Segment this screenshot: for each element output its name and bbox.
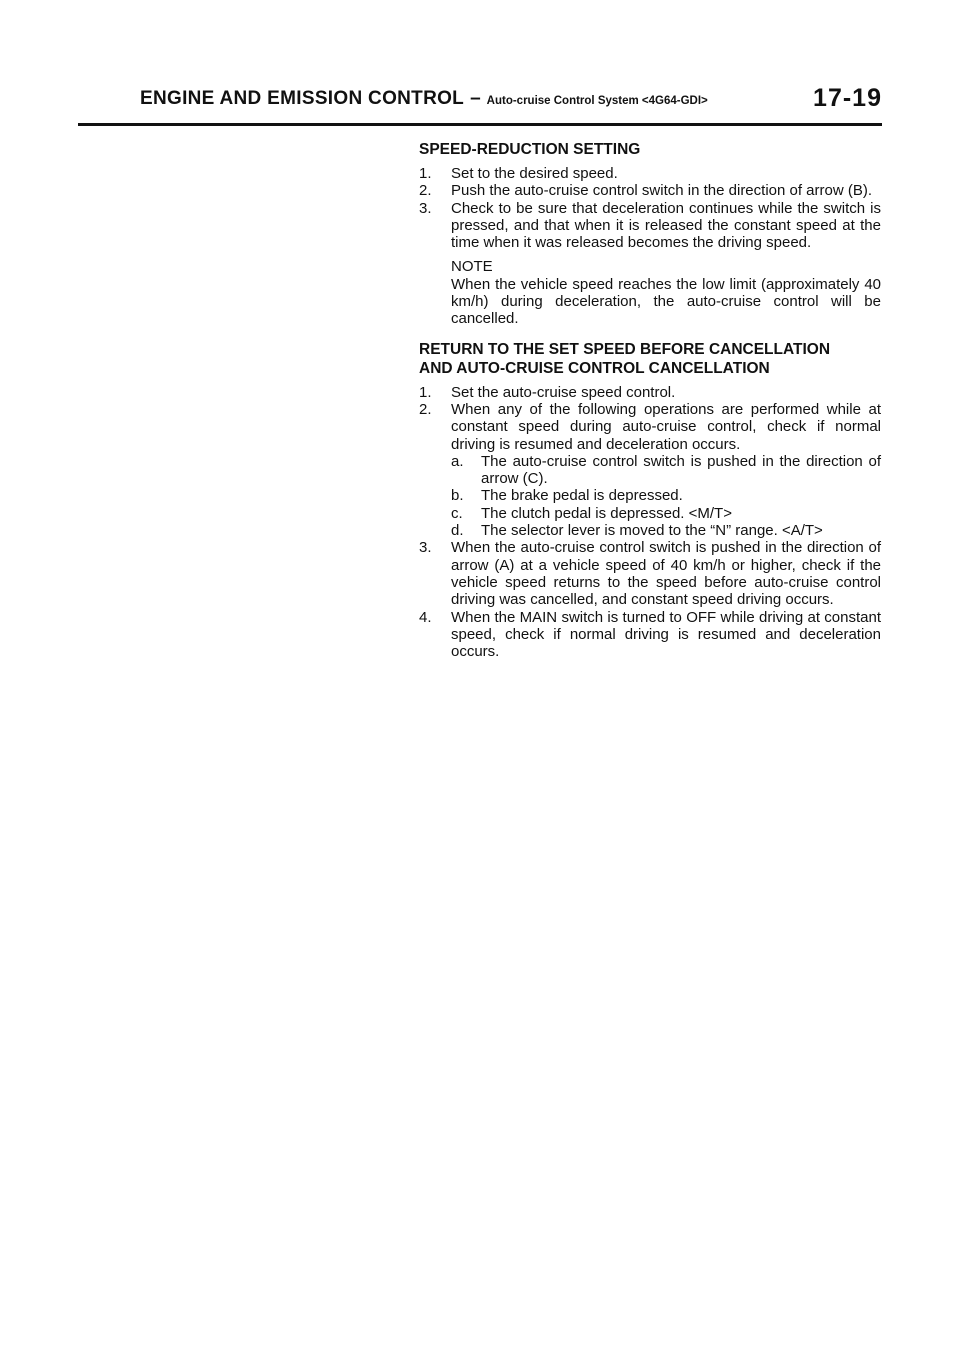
step-text: Check to be sure that deceleration continues while the switch is pressed, and that when it is released the constant speed at the time when it was released becomes the driving speed. (451, 199, 881, 252)
note-text: When the vehicle speed reaches the low limit (approximately 40 km/h) during deceleration, the auto-cruise control will be cancelled. (451, 275, 881, 328)
sub-text: The selector lever is moved to the “N” range. <A/T> (481, 522, 823, 540)
step-number: 2. (419, 182, 432, 200)
section-title-return-cancellation (419, 340, 881, 378)
sub-text: The auto-cruise control switch is pushed in the direction of arrow (C). (481, 452, 881, 488)
list-item (419, 401, 881, 539)
list-item (419, 609, 881, 661)
section-subtitle: Auto-cruise Control System <4G64-GDI> (486, 95, 708, 107)
section-title-speed-reduction: SPEED-REDUCTION SETTING (419, 141, 641, 158)
page-number: 17-19 (813, 84, 882, 112)
chapter-title: ENGINE AND EMISSION CONTROL (140, 88, 465, 109)
step-text: Push the auto-cruise control switch in the direction of arrow (B). (451, 182, 873, 200)
step-number: 2. (419, 400, 432, 418)
step-number: 4. (419, 608, 432, 626)
sub-item (451, 487, 881, 504)
step-text: Set to the desired speed. (451, 165, 618, 182)
step-number: 3. (419, 539, 432, 557)
step-body (451, 401, 881, 539)
list-item (419, 539, 881, 608)
step-text: Set the auto-cruise speed control. (451, 383, 676, 401)
step-text: When the MAIN switch is turned to OFF while driving at constant speed, check if normal driving is resumed and deceleration occurs. (451, 608, 881, 661)
sub-item (451, 505, 881, 522)
sub-letter: b. (451, 487, 464, 505)
header-title-group (140, 88, 708, 110)
main-content (419, 140, 881, 660)
list-item (419, 384, 881, 401)
step-number: 1. (419, 165, 432, 182)
sub-item (451, 522, 881, 539)
sub-letter: d. (451, 522, 464, 540)
note-block (451, 258, 881, 327)
sub-item (451, 453, 881, 488)
page-header (140, 84, 882, 122)
list-item (419, 165, 881, 182)
step-text: When the auto-cruise control switch is pushed in the direction of arrow (A) at a vehicle speed of 40 km/h or higher, check if the vehicle speed returns to the speed before auto-cruise control driving was cancelled, and constant speed driving occurs. (451, 539, 881, 609)
list-item (419, 182, 881, 199)
sub-text: The brake pedal is depressed. (481, 487, 683, 505)
note-heading: NOTE (451, 258, 493, 276)
header-divider (78, 123, 882, 126)
list-item (419, 200, 881, 252)
sub-letter: a. (451, 452, 464, 470)
step-number: 1. (419, 383, 432, 401)
sub-text: The clutch pedal is depressed. <M/T> (481, 504, 732, 522)
section-title-line: RETURN TO THE SET SPEED BEFORE CANCELLATION (419, 340, 831, 358)
section-title-line: AND AUTO-CRUISE CONTROL CANCELLATION (419, 359, 770, 377)
step-text: When any of the following operations are performed while at constant speed during auto-cruise control, check if normal driving is resumed and deceleration occurs. (451, 400, 881, 453)
step-number: 3. (419, 199, 432, 217)
sub-letter: c. (451, 504, 463, 522)
header-dash: – (470, 88, 481, 109)
